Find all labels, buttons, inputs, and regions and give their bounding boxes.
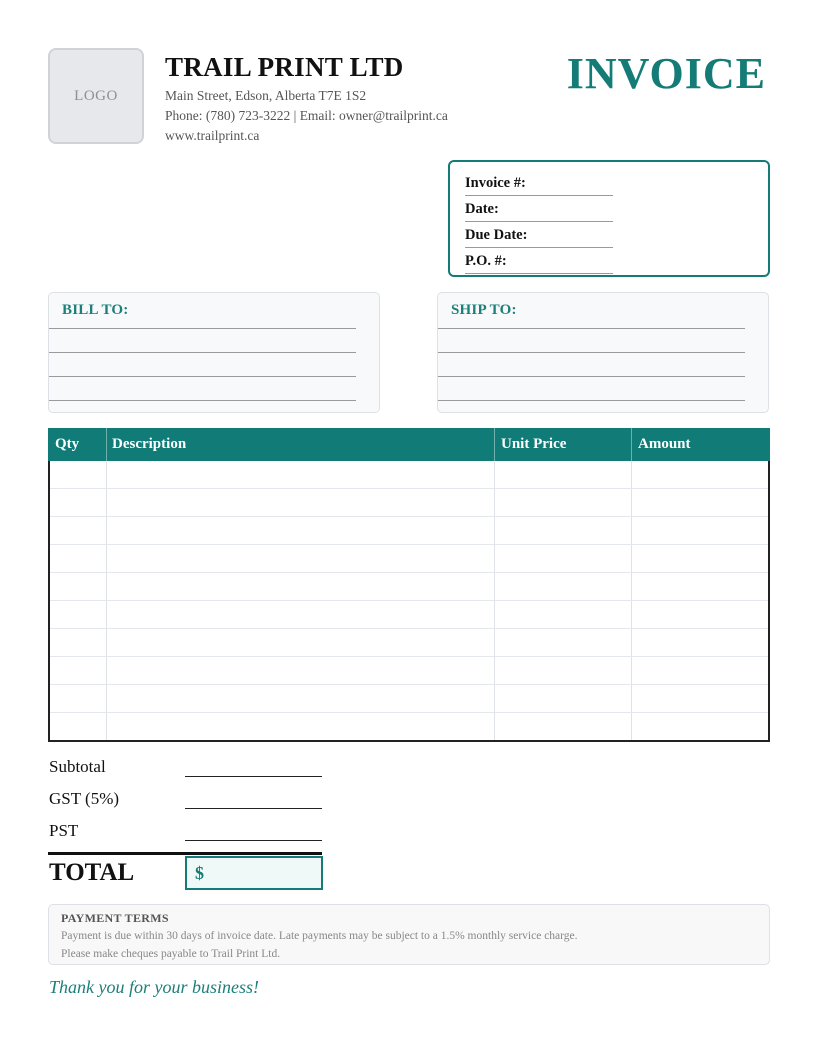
table-row[interactable] — [50, 656, 768, 657]
column-header-qty: Qty — [55, 436, 80, 452]
total-label: TOTAL — [49, 859, 135, 886]
document-title: INVOICE — [566, 49, 766, 98]
pst-field[interactable] — [185, 840, 322, 841]
currency-symbol: $ — [195, 863, 204, 883]
column-header-unit-price: Unit Price — [501, 436, 567, 452]
invoice-date-field[interactable] — [465, 196, 613, 222]
po-number-field[interactable] — [465, 248, 613, 274]
po-number-label: P.O. #: — [465, 253, 507, 269]
bill-to-line[interactable] — [49, 376, 356, 377]
invoice-number-label: Invoice #: — [465, 175, 526, 191]
column-header-amount: Amount — [638, 436, 691, 452]
company-website: www.trailprint.ca — [165, 128, 260, 143]
logo-placeholder — [48, 48, 144, 144]
payment-terms-line: Payment is due within 30 days of invoice date. Late payments may be subject to a 1.5% monthly service charge. — [61, 930, 578, 942]
table-row[interactable] — [50, 488, 768, 489]
payment-terms-line: Please make cheques payable to Trail Print Ltd. — [61, 948, 281, 960]
payment-terms-box — [48, 904, 770, 965]
total-field[interactable] — [185, 856, 323, 890]
ship-to-box — [437, 292, 769, 413]
line-items-table — [48, 428, 770, 742]
bill-to-box — [48, 292, 380, 413]
company-address: Main Street, Edson, Alberta T7E 1S2 — [165, 88, 367, 103]
table-row[interactable] — [50, 572, 768, 573]
ship-to-line[interactable] — [438, 400, 745, 401]
table-row[interactable] — [50, 544, 768, 545]
company-phone-email: Phone: (780) 723-3222 | Email: owner@trailprint.ca — [165, 108, 448, 123]
ship-to-title: SHIP TO: — [451, 302, 517, 318]
ship-to-line[interactable] — [438, 352, 745, 353]
bill-to-title: BILL TO: — [62, 302, 129, 318]
column-divider — [106, 428, 107, 461]
invoice-date-label: Date: — [465, 201, 499, 217]
column-divider — [494, 428, 495, 461]
logo-text: LOGO — [74, 87, 118, 104]
bill-to-line[interactable] — [49, 400, 356, 401]
table-row[interactable] — [50, 684, 768, 685]
table-header-row — [48, 428, 770, 461]
payment-terms-title: PAYMENT TERMS — [61, 911, 169, 925]
table-row[interactable] — [50, 516, 768, 517]
gst-field[interactable] — [185, 808, 322, 809]
thank-you-note: Thank you for your business! — [49, 977, 259, 997]
gst-label: GST (5%) — [49, 789, 120, 808]
company-name: TRAIL PRINT LTD — [165, 52, 404, 82]
due-date-label: Due Date: — [465, 227, 528, 243]
column-divider — [631, 428, 632, 461]
ship-to-line[interactable] — [438, 328, 745, 329]
bill-to-line[interactable] — [49, 352, 356, 353]
total-divider — [48, 852, 322, 855]
bill-to-line[interactable] — [49, 328, 356, 329]
ship-to-line[interactable] — [438, 376, 745, 377]
due-date-field[interactable] — [465, 222, 613, 248]
subtotal-label: Subtotal — [49, 757, 106, 776]
subtotal-field[interactable] — [185, 776, 322, 777]
invoice-number-field[interactable] — [465, 170, 613, 196]
invoice-meta-box — [448, 160, 770, 277]
table-row[interactable] — [50, 628, 768, 629]
table-row[interactable] — [50, 600, 768, 601]
pst-label: PST — [49, 821, 79, 840]
column-header-description: Description — [112, 436, 187, 452]
table-row[interactable] — [50, 712, 768, 713]
